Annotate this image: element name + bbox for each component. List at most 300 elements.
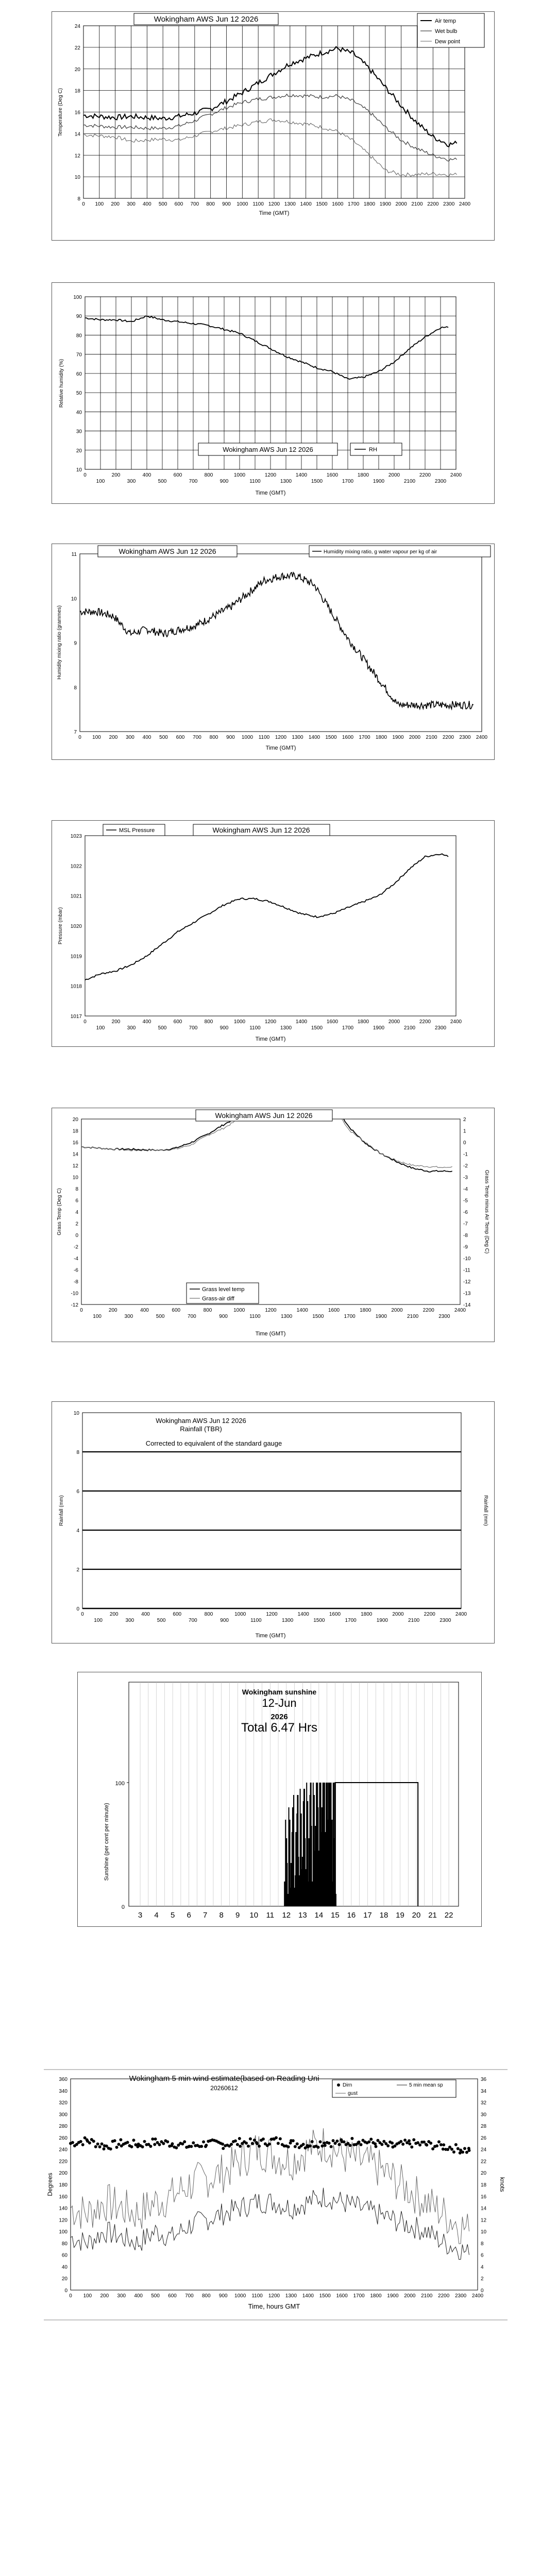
x-tick-label: 2300 [439, 1618, 451, 1623]
temperature-chart [52, 11, 495, 241]
direction-point [251, 2142, 254, 2145]
direction-point [249, 2138, 252, 2141]
direction-point [238, 2137, 241, 2140]
x-tick-label: 1300 [280, 1025, 292, 1031]
direction-point [247, 2145, 250, 2148]
direction-point [335, 2140, 339, 2143]
x-tick-label: 1000 [233, 472, 246, 478]
sunshine-total: Total 6.47 Hrs [241, 1721, 318, 1735]
x-tick-label: 700 [185, 2293, 194, 2299]
y2-axis-label: Rainfall (mm) [483, 1495, 488, 1526]
y-tick-label: 8 [77, 196, 80, 202]
y-tick-label: 30 [76, 429, 82, 435]
direction-point [408, 2139, 411, 2142]
x-tick-label: 100 [92, 735, 101, 740]
y2-tick-label: 26 [481, 2135, 487, 2141]
y-tick-label: 260 [59, 2135, 67, 2141]
x-tick-label: 1300 [282, 1618, 294, 1623]
x-tick-label: 2200 [438, 2293, 450, 2299]
x-tick-label: 1700 [344, 1314, 356, 1319]
direction-point [343, 2140, 346, 2143]
direction-point [408, 2142, 411, 2145]
x-tick-label: 1900 [387, 2293, 399, 2299]
direction-point [431, 2147, 434, 2150]
direction-point [380, 2143, 383, 2146]
y2-tick-label: 28 [481, 2124, 487, 2130]
direction-point [79, 2140, 82, 2143]
y2-tick-label: 10 [481, 2229, 487, 2235]
y-tick-label: 12 [72, 1163, 78, 1169]
x-tick-label: 400 [142, 472, 151, 478]
direction-point [141, 2145, 144, 2148]
y-tick-label: 20 [74, 66, 80, 73]
direction-point [296, 2142, 299, 2145]
plot-area [80, 554, 482, 732]
direction-point [332, 2139, 335, 2142]
y-axis-label: Sunshine (per cent per minute) [104, 1803, 110, 1881]
x-tick-label: 1100 [251, 2293, 263, 2299]
direction-point [119, 2138, 122, 2141]
direction-point [376, 2139, 379, 2142]
x-tick-label: 1600 [329, 1612, 341, 1617]
direction-point [442, 2143, 445, 2146]
y-tick-label: -6 [74, 1267, 78, 1274]
x-tick-label: 900 [222, 201, 231, 207]
x-tick-label: 1100 [249, 1025, 261, 1031]
x-tick-label: 300 [127, 201, 136, 207]
y2-tick-label: -9 [463, 1244, 468, 1250]
x-tick-label: 300 [117, 2293, 126, 2299]
direction-point [130, 2145, 133, 2148]
y2-tick-label: -7 [463, 1221, 468, 1227]
y-tick-label: 80 [61, 2241, 67, 2247]
y2-tick-label: -13 [463, 1291, 471, 1297]
y-tick-label: 50 [76, 391, 82, 397]
x-tick-label: 400 [142, 735, 151, 740]
y2-tick-label: -2 [463, 1163, 468, 1169]
direction-point [412, 2138, 415, 2141]
y-tick-label: 16 [74, 110, 80, 116]
x-tick-label: 16 [347, 1911, 356, 1920]
y-tick-label: 12 [74, 153, 80, 159]
y-tick-label: 40 [61, 2264, 67, 2270]
x-tick-label: 1800 [370, 2293, 382, 2299]
x-tick-label: 2000 [409, 735, 421, 740]
direction-point [239, 2145, 242, 2148]
x-tick-label: 1900 [376, 1618, 388, 1623]
y-tick-label: 100 [59, 2229, 67, 2235]
x-tick-label: 1700 [345, 1618, 357, 1623]
x-tick-label: 2100 [421, 2293, 433, 2299]
direction-point [442, 2147, 445, 2150]
direction-point [222, 2147, 225, 2150]
direction-point [337, 2143, 341, 2146]
x-axis-label: Time (GMT) [255, 490, 286, 496]
x-tick-label: 2300 [434, 479, 447, 484]
direction-point [450, 2148, 453, 2151]
x-tick-label: 500 [157, 1618, 166, 1623]
x-tick-label: 2000 [391, 1308, 403, 1313]
direction-point [391, 2142, 394, 2145]
x-tick-label: 1000 [234, 2293, 246, 2299]
x-tick-label: 0 [82, 201, 85, 207]
x-tick-label: 11 [266, 1911, 275, 1920]
x-tick-label: 500 [159, 735, 168, 740]
x-tick-label: 1300 [284, 201, 296, 207]
direction-point [192, 2141, 195, 2144]
x-tick-label: 5 [170, 1911, 175, 1920]
direction-point [319, 2140, 322, 2143]
x-tick-label: 600 [172, 1308, 181, 1313]
x-tick-label: 2200 [419, 1019, 431, 1025]
x-tick-label: 1700 [342, 479, 354, 484]
y-axis-label: Humidity mixing ratio (grammes) [57, 605, 62, 680]
y-tick-label: 18 [72, 1128, 78, 1134]
y2-tick-label: -11 [463, 1267, 470, 1274]
x-tick-label: 800 [204, 1612, 213, 1617]
x-tick-label: 1700 [348, 201, 360, 207]
y-tick-label: 40 [76, 410, 82, 416]
x-tick-label: 19 [396, 1911, 404, 1920]
chart-title: Wokingham AWS Jun 12 2026 [223, 446, 313, 453]
direction-point [183, 2140, 186, 2143]
direction-point [230, 2143, 233, 2146]
plot-area [81, 1119, 460, 1304]
x-tick-label: 2100 [411, 201, 423, 207]
y-tick-label: -10 [71, 1291, 78, 1297]
direction-point [369, 2138, 373, 2141]
legend-entry: MSL Pressure [119, 827, 155, 834]
y-tick-label: 200 [59, 2171, 67, 2177]
x-tick-label: 100 [96, 1025, 105, 1031]
y-tick-label: 320 [59, 2100, 67, 2106]
y-tick-label: 100 [73, 295, 82, 300]
direction-point [401, 2143, 404, 2146]
direction-point [439, 2143, 443, 2146]
y-tick-label: 10 [71, 596, 77, 602]
direction-point [162, 2142, 165, 2145]
x-tick-label: 1700 [353, 2293, 365, 2299]
x-tick-label: 4 [154, 1911, 159, 1920]
legend-entry: RH [369, 447, 377, 453]
y-tick-label: -2 [74, 1244, 78, 1250]
legend-entry: Grass-air diff [202, 1296, 234, 1302]
y-tick-label: 2 [76, 1567, 79, 1573]
y2-tick-label: -5 [463, 1198, 468, 1204]
x-tick-label: 1200 [275, 735, 287, 740]
x-tick-label: 2200 [427, 201, 439, 207]
y-tick-label: 1019 [70, 954, 82, 960]
chart-title: Wokingham AWS Jun 12 2026 [154, 15, 259, 24]
x-tick-label: 2300 [443, 201, 455, 207]
x-tick-label: 1200 [266, 1612, 278, 1617]
x-tick-label: 1100 [252, 201, 264, 207]
x-tick-label: 700 [190, 201, 199, 207]
direction-point [205, 2144, 208, 2147]
x-tick-label: 1800 [357, 472, 369, 478]
direction-point [94, 2145, 97, 2148]
direction-point [317, 2146, 320, 2149]
x-tick-label: 1700 [342, 1025, 354, 1031]
x-tick-label: 900 [226, 735, 235, 740]
direction-point [143, 2140, 146, 2143]
x-tick-label: 2400 [450, 472, 462, 478]
y2-tick-label: 12 [481, 2217, 487, 2224]
x-tick-label: 2400 [459, 201, 471, 207]
y2-tick-label: -1 [463, 1151, 468, 1158]
x-tick-label: 2000 [395, 201, 407, 207]
direction-point [330, 2145, 333, 2148]
direction-point [437, 2140, 441, 2143]
x-tick-label: 800 [204, 1019, 213, 1025]
x-tick-label: 100 [95, 201, 104, 207]
x-tick-label: 2300 [434, 1025, 447, 1031]
x-tick-label: 8 [219, 1911, 224, 1920]
direction-point [324, 2144, 327, 2147]
x-axis-label: Time (GMT) [259, 210, 290, 216]
rain-chart [52, 1401, 495, 1643]
y-axis-label: Relative humidity (%) [59, 359, 64, 408]
x-tick-label: 900 [220, 1618, 229, 1623]
direction-point [256, 2142, 259, 2145]
legend-swatch [337, 2083, 340, 2087]
x-tick-label: 1600 [328, 1308, 340, 1313]
x-tick-label: 700 [193, 735, 201, 740]
grass-chart [52, 1108, 495, 1342]
legend-entry: Grass level temp [202, 1286, 245, 1293]
direction-point [425, 2143, 428, 2146]
chart-title: Wokingham AWS Jun 12 2026 [215, 1111, 313, 1120]
direction-point [202, 2140, 205, 2143]
x-tick-label: 600 [174, 201, 183, 207]
direction-point [320, 2144, 324, 2147]
x-tick-label: 17 [363, 1911, 372, 1920]
x-tick-label: 2100 [407, 1314, 419, 1319]
x-axis-label: Time (GMT) [255, 1331, 286, 1337]
chart-subtitle: 20260612 [210, 2084, 238, 2092]
x-tick-label: 1400 [302, 2293, 314, 2299]
pressure-chart-panel [52, 820, 495, 1047]
direction-point [275, 2136, 278, 2139]
direction-point [132, 2139, 135, 2142]
x-tick-label: 1200 [265, 1308, 277, 1313]
x-axis-label: Time, hours GMT [248, 2302, 300, 2310]
y-tick-label: 180 [59, 2182, 67, 2188]
x-tick-label: 900 [219, 1314, 228, 1319]
direction-point [115, 2146, 119, 2149]
x-tick-label: 1300 [280, 479, 292, 484]
x-tick-label: 1000 [233, 1308, 245, 1313]
direction-point [403, 2139, 407, 2142]
direction-point [258, 2145, 261, 2148]
y2-tick-label: 24 [481, 2147, 487, 2153]
y-tick-label: -8 [74, 1279, 78, 1285]
x-tick-label: 1800 [375, 735, 387, 740]
y-tick-label: 20 [72, 1117, 78, 1123]
y2-tick-label: 0 [481, 2288, 484, 2294]
direction-point [96, 2142, 99, 2145]
direction-point [171, 2142, 174, 2145]
x-tick-label: 1600 [326, 472, 339, 478]
y-tick-label: 22 [74, 45, 80, 51]
x-tick-label: 1300 [292, 735, 303, 740]
x-tick-label: 0 [81, 1612, 84, 1617]
direction-point [375, 2145, 378, 2148]
direction-point [279, 2137, 282, 2140]
direction-point [175, 2146, 178, 2149]
chart-subtitle: Rainfall (TBR) [180, 1425, 222, 1433]
direction-point [149, 2145, 152, 2148]
y-tick-label: -4 [74, 1256, 78, 1262]
x-tick-label: 100 [83, 2293, 92, 2299]
y-tick-label: 160 [59, 2194, 67, 2200]
y-tick-label: 16 [72, 1140, 78, 1146]
x-tick-label: 1200 [268, 2293, 280, 2299]
x-tick-label: 300 [126, 735, 134, 740]
direction-point [277, 2142, 280, 2145]
chart-year: 2026 [270, 1713, 288, 1721]
x-tick-label: 1500 [311, 1025, 323, 1031]
y-tick-label: 0 [76, 1606, 79, 1612]
direction-point [253, 2139, 256, 2142]
x-tick-label: 1400 [300, 201, 312, 207]
x-tick-label: 2200 [422, 1308, 434, 1313]
x-tick-label: 1500 [313, 1618, 325, 1623]
x-tick-label: 1500 [316, 201, 328, 207]
y2-tick-label: 32 [481, 2100, 487, 2106]
x-tick-label: 500 [158, 479, 167, 484]
x-tick-label: 0 [69, 2293, 72, 2299]
x-axis-label: Time (GMT) [265, 745, 296, 751]
x-tick-label: 200 [109, 735, 118, 740]
x-tick-label: 900 [219, 479, 229, 484]
x-tick-label: 1500 [319, 2293, 331, 2299]
direction-point [452, 2150, 455, 2154]
y-tick-label: 60 [76, 371, 82, 377]
direction-point [88, 2141, 91, 2144]
x-tick-label: 700 [189, 479, 198, 484]
x-tick-label: 400 [141, 1612, 150, 1617]
mixing-chart-panel [52, 544, 495, 760]
plot-area [85, 836, 456, 1016]
direction-point [459, 2151, 462, 2155]
y2-tick-label: -8 [463, 1233, 468, 1239]
direction-point [71, 2141, 74, 2144]
x-tick-label: 2300 [454, 2293, 467, 2299]
y-tick-label: 8 [75, 1187, 78, 1192]
direction-point [422, 2141, 426, 2144]
x-tick-label: 800 [201, 2293, 211, 2299]
x-tick-label: 1200 [264, 472, 277, 478]
direction-point [311, 2140, 314, 2143]
x-tick-label: 1800 [357, 1019, 369, 1025]
x-tick-label: 200 [111, 472, 121, 478]
x-tick-label: 2400 [455, 1612, 467, 1617]
x-axis-label: Time (GMT) [255, 1036, 286, 1042]
y2-axis-label: knots [499, 2177, 506, 2192]
x-tick-label: 400 [134, 2293, 143, 2299]
y-tick-label: 120 [59, 2217, 67, 2224]
x-tick-label: 13 [298, 1911, 307, 1920]
y2-tick-label: 18 [481, 2182, 487, 2188]
x-tick-label: 800 [209, 735, 218, 740]
legend-entry: Wet bulb [435, 28, 458, 35]
y2-tick-label: 36 [481, 2077, 487, 2082]
direction-point [461, 2150, 464, 2154]
x-tick-label: 1400 [297, 1612, 309, 1617]
y-tick-label: 1023 [70, 834, 82, 839]
rh-chart [52, 282, 495, 504]
x-tick-label: 100 [94, 1618, 103, 1623]
x-tick-label: 1200 [264, 1019, 277, 1025]
x-tick-label: 300 [124, 1314, 133, 1319]
y-tick-label: 14 [72, 1151, 78, 1158]
x-tick-label: 2000 [404, 2293, 416, 2299]
chart-title: Wokingham 5 min wind estimate(based on Reading Uni [129, 2074, 319, 2083]
y-tick-label: -12 [71, 1302, 78, 1308]
x-tick-label: 2400 [476, 735, 488, 740]
y-tick-label: 4 [75, 1210, 78, 1215]
chart-title: Wokingham AWS Jun 12 2026 [156, 1417, 246, 1425]
x-tick-label: 500 [158, 1025, 167, 1031]
chart-note: Corrected to equivalent of the standard gauge [145, 1439, 282, 1447]
y2-tick-label: 1 [463, 1128, 466, 1134]
x-tick-label: 200 [108, 1308, 117, 1313]
direction-point [294, 2145, 297, 2148]
x-tick-label: 6 [187, 1911, 191, 1920]
x-tick-label: 1200 [268, 201, 280, 207]
x-axis-label: Time (GMT) [255, 1633, 286, 1639]
y-tick-label: 20 [61, 2276, 67, 2282]
y-tick-label: 0 [64, 2288, 67, 2294]
x-tick-label: 1000 [234, 1612, 246, 1617]
direction-point [429, 2142, 432, 2145]
y-tick-label: 14 [74, 131, 80, 138]
x-tick-label: 700 [188, 1314, 196, 1319]
x-tick-label: 200 [109, 1612, 119, 1617]
y-tick-label: 0 [75, 1233, 78, 1239]
x-tick-label: 1500 [312, 1314, 324, 1319]
x-tick-label: 2400 [471, 2293, 484, 2299]
x-tick-label: 0 [83, 1019, 87, 1025]
y2-tick-label: -10 [463, 1256, 471, 1262]
x-tick-label: 200 [100, 2293, 109, 2299]
x-tick-label: 1300 [285, 2293, 297, 2299]
direction-point [358, 2141, 361, 2144]
direction-point [221, 2143, 224, 2146]
x-tick-label: 600 [176, 735, 185, 740]
y2-tick-label: 14 [481, 2206, 487, 2212]
y2-tick-label: -14 [463, 1302, 471, 1308]
direction-point [287, 2145, 290, 2148]
y2-tick-label: 2 [481, 2276, 484, 2282]
x-tick-label: 300 [125, 1618, 134, 1623]
x-tick-label: 600 [173, 472, 182, 478]
y-tick-label: 2 [75, 1221, 78, 1227]
plot-area [71, 2079, 478, 2290]
x-tick-label: 7 [203, 1911, 208, 1920]
x-tick-label: 1400 [308, 735, 320, 740]
x-tick-label: 15 [331, 1911, 340, 1920]
y-tick-label: 8 [74, 685, 77, 691]
legend-entry: Dew point [435, 39, 460, 45]
x-tick-label: 1500 [325, 735, 337, 740]
x-tick-label: 1900 [392, 735, 404, 740]
x-tick-label: 800 [206, 201, 215, 207]
x-tick-label: 0 [83, 472, 87, 478]
x-tick-label: 500 [151, 2293, 160, 2299]
x-tick-label: 400 [142, 1019, 151, 1025]
